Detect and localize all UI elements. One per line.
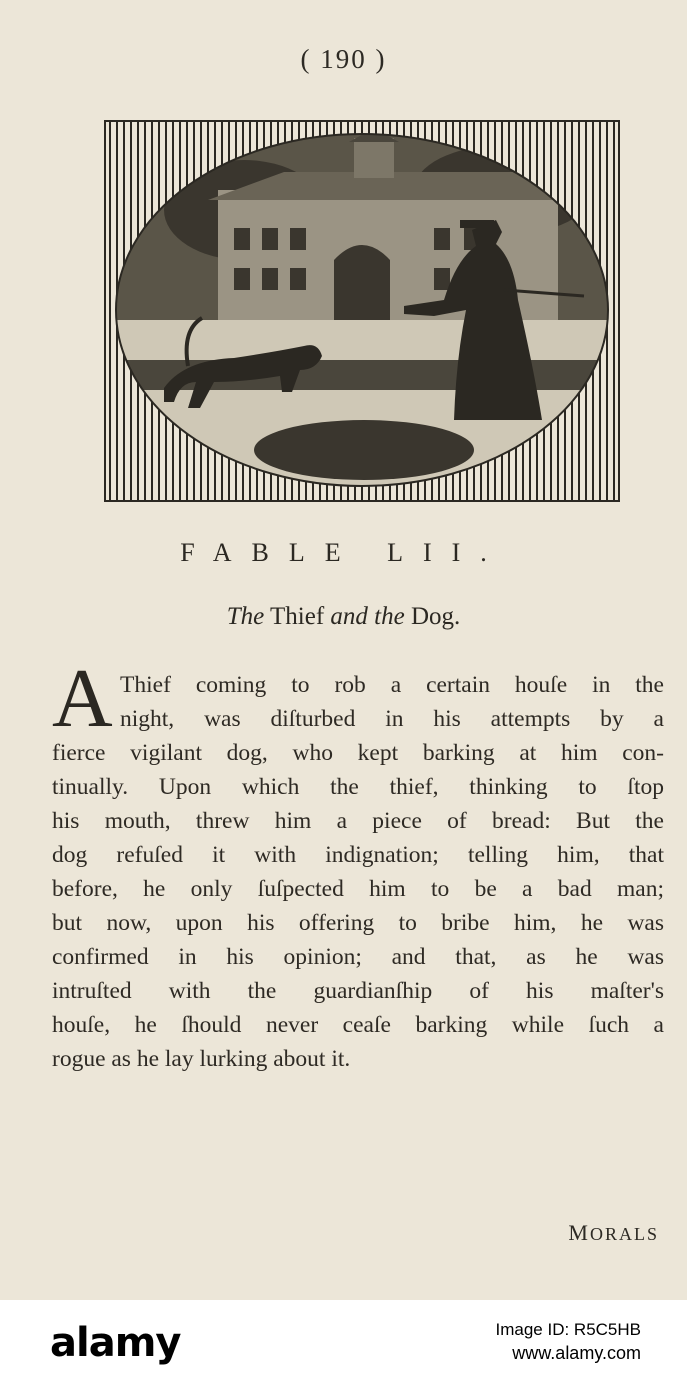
text-line: rogue as he lay lurking about it. (52, 1046, 351, 1072)
text-line: but now, upon his offering to bribe him, he was (52, 910, 664, 936)
text-line: Thief coming to rob a certain houſe in the (120, 672, 664, 698)
text-line: dog refuſed it with indignation; telling him, that (52, 842, 664, 868)
fable-title-thief: Thief (264, 603, 331, 630)
text-line: tinually. Upon which the thief, thinking to ſtop (52, 774, 664, 800)
text-line: intruſted with the guardianſhip of his maſter's (52, 978, 664, 1004)
text-line: confirmed in his opinion; and that, as he was (52, 944, 664, 970)
fable-title-and-the: and the (330, 603, 405, 630)
site-url: www.alamy.com (512, 1343, 641, 1363)
page-number: ( 190 ) (300, 44, 387, 74)
image-id: Image ID: R5C5HB (495, 1320, 641, 1339)
woodcut-illustration (104, 120, 620, 502)
alamy-logo: alamy (50, 1320, 181, 1366)
fable-title-dog: Dog. (404, 603, 461, 630)
catchword (568, 1220, 659, 1246)
stock-footer (0, 1300, 687, 1390)
text-line: before, he only ſuſpected him to be a bad man; (52, 876, 664, 902)
text-line: fierce vigilant dog, who kept barking at him con- (52, 740, 664, 766)
fable-title-the: The (226, 603, 265, 630)
fable-title (0, 603, 687, 631)
fable-body (52, 652, 664, 1076)
catchword-initial: M (568, 1220, 590, 1245)
fable-number: FABLE LII. (180, 538, 507, 567)
text-line: his mouth, threw him a piece of bread: But the (52, 808, 664, 834)
text-line: night, was diſturbed in his attempts by a (120, 706, 664, 732)
drop-cap: A (52, 652, 113, 745)
catchword-rest: ORALS (589, 1224, 659, 1244)
text-line: houſe, he ſhould never ceaſe barking while ſuch a (52, 1012, 664, 1038)
